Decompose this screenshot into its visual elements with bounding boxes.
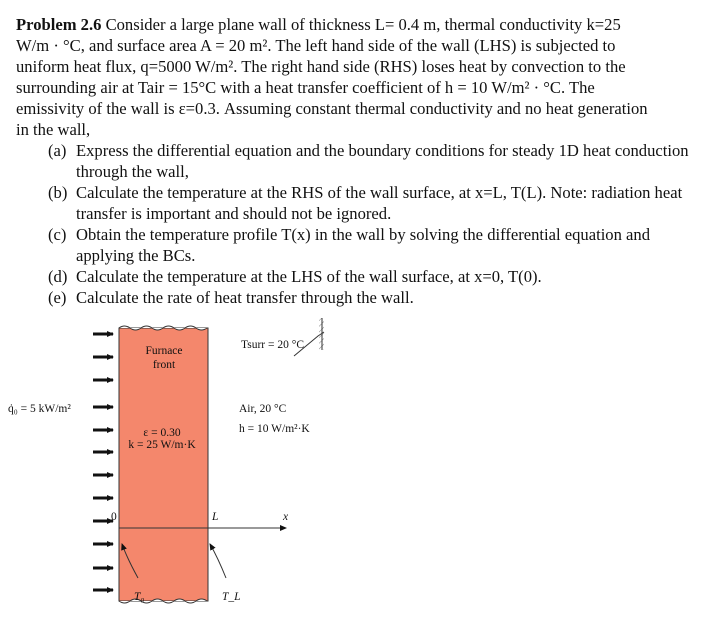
problem-statement [16, 14, 706, 140]
part-d-text: Calculate the temperature at the LHS of the wall surface, at x=0, T(0). [76, 267, 542, 286]
part-d-label: (d) [48, 267, 68, 286]
statement-line-2: W/m · °C, and surface area A = 20 m². The left hand side of the wall (LHS) is subjected to [16, 36, 616, 55]
air-label: Air, 20 °C [239, 403, 287, 415]
part-c [48, 224, 706, 266]
statement-line-4: surrounding air at Tair = 15°C with a heat transfer coefficient of h = 10 W/m² · °C. The [16, 78, 595, 97]
origin-label: 0 [111, 511, 117, 523]
part-b-text: Calculate the temperature at the RHS of the wall surface, at x=L, T(L). Note: radiation heat transfer is important and should not be ignored. [76, 183, 683, 223]
statement-line-5: emissivity of the wall is ε=0.3. Assuming constant thermal conductivity and no heat generation [16, 99, 648, 118]
parts-list [48, 140, 706, 308]
part-d [48, 266, 706, 287]
surroundings-label: Tsurr = 20 °C [241, 339, 304, 351]
conductivity-label: k = 25 W/m·K [128, 439, 196, 451]
part-e-text: Calculate the rate of heat transfer through the wall. [76, 288, 414, 307]
part-c-text: Obtain the temperature profile T(x) in the wall by solving the differential equation and applying the BCs. [76, 225, 650, 265]
wall-diagram [0, 300, 719, 642]
part-b-label: (b) [48, 183, 68, 202]
emissivity-label: ε = 0.30 [143, 427, 181, 439]
x-label: x [283, 511, 289, 523]
problem-text [16, 14, 706, 308]
TL-label: T_L [222, 591, 241, 603]
part-c-label: (c) [48, 225, 67, 244]
part-a-text: Express the differential equation and the boundary conditions for steady 1D heat conduction through the wall, [76, 141, 689, 181]
heat-flux-label: q̇₀ = 5 kW/m² [8, 403, 71, 415]
statement-line-1: Consider a large plane wall of thickness L= 0.4 m, thermal conductivity k=25 [101, 15, 621, 34]
L-label: L [212, 511, 219, 523]
part-b [48, 182, 706, 224]
problem-title: Problem 2.6 [16, 15, 102, 34]
statement-line-3: uniform heat flux, q=5000 W/m². The right hand side (RHS) loses heat by convection to the [16, 57, 626, 76]
part-a-label: (a) [48, 141, 67, 160]
part-e-label: (e) [48, 288, 67, 307]
statement-line-6: in the wall, [16, 120, 91, 139]
heat-flux-arrows [93, 334, 113, 590]
part-a [48, 140, 706, 182]
front-label: front [152, 359, 176, 371]
T0-label: T₀ [134, 591, 145, 603]
TL-pointer [210, 544, 226, 578]
h-label: h = 10 W/m²·K [239, 423, 310, 435]
furnace-label: Furnace [145, 345, 183, 357]
